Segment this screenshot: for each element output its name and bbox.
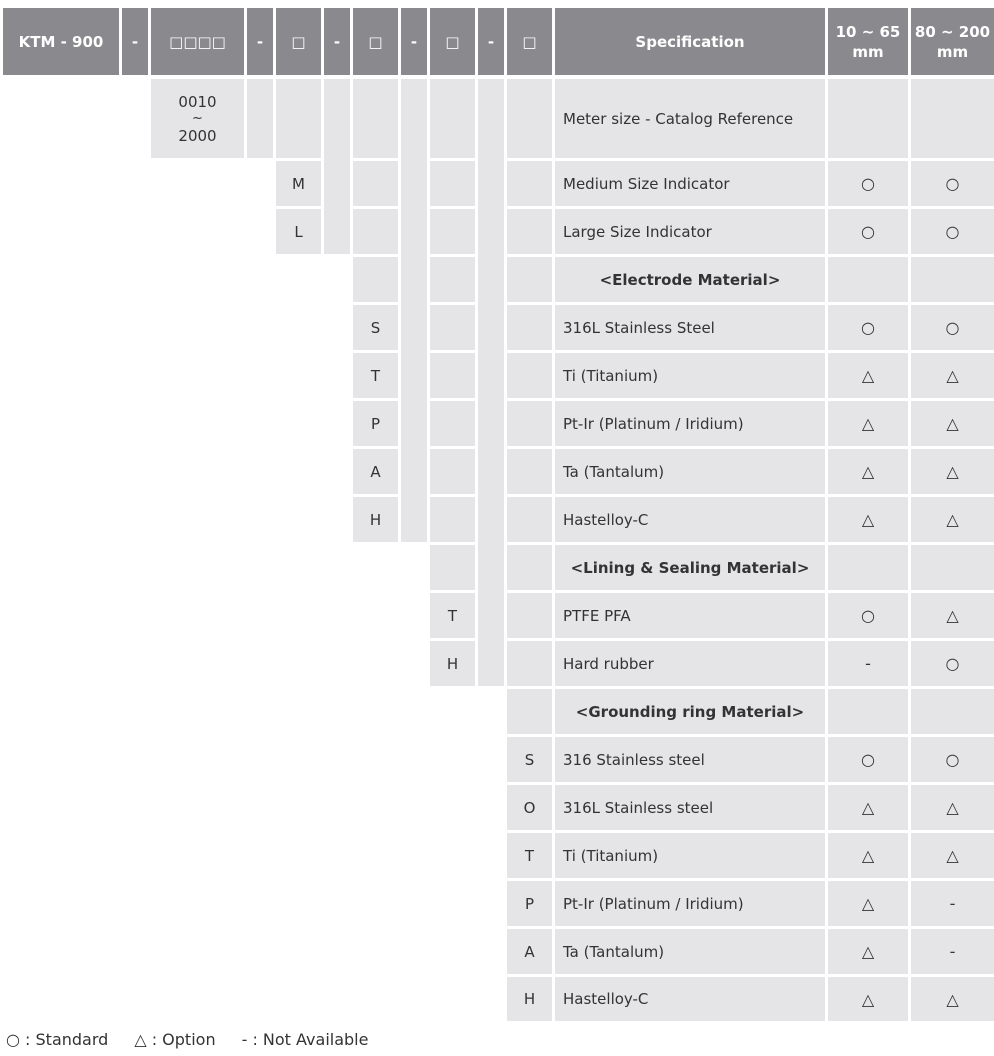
electrode-small: △ (828, 353, 908, 398)
grounding-code: P (507, 881, 552, 926)
electrode-spec: Ta (Tantalum) (555, 449, 825, 494)
legend (6, 1026, 394, 1052)
grounding-empty (507, 257, 552, 302)
sep-column-block (478, 79, 504, 686)
grounding-large: ○ (911, 737, 994, 782)
electrode-empty (353, 209, 398, 254)
section-col-small (828, 545, 908, 590)
electrode-small: ○ (828, 305, 908, 350)
grounding-large: △ (911, 833, 994, 878)
section-col-small (828, 689, 908, 734)
indicator-l-small: ○ (828, 209, 908, 254)
size-range-min: 0010 (178, 92, 217, 111)
grounding-section-title: <Grounding ring Material> (555, 689, 825, 734)
grounding-small: △ (828, 977, 908, 1021)
lining-empty (430, 497, 475, 542)
electrode-spec: Pt-Ir (Platinum / Iridium) (555, 401, 825, 446)
grounding-large: △ (911, 785, 994, 830)
electrode-small: △ (828, 449, 908, 494)
lining-large: ○ (911, 641, 994, 686)
grounding-spec: Hastelloy-C (555, 977, 825, 1021)
lining-large: △ (911, 593, 994, 638)
grounding-empty (507, 209, 552, 254)
grounding-empty (507, 353, 552, 398)
grounding-large: △ (911, 977, 994, 1021)
lining-code: T (430, 593, 475, 638)
header-electrode-box: □ (353, 8, 398, 75)
header-separator: - (401, 8, 427, 75)
header-specification: Specification (555, 8, 825, 75)
lining-empty (430, 353, 475, 398)
electrode-code: H (353, 497, 398, 542)
grounding-small: △ (828, 785, 908, 830)
electrode-large: △ (911, 449, 994, 494)
indicator-m-large: ○ (911, 161, 994, 206)
electrode-large: ○ (911, 305, 994, 350)
legend-standard: ○ : Standard (6, 1029, 109, 1049)
header-separator: - (324, 8, 350, 75)
grounding-code: A (507, 929, 552, 974)
grounding-large: - (911, 929, 994, 974)
grounding-spec: Pt-Ir (Platinum / Iridium) (555, 881, 825, 926)
lining-empty (430, 449, 475, 494)
indicator-l-large: ○ (911, 209, 994, 254)
lining-code: H (430, 641, 475, 686)
size-range-max: 2000 (178, 126, 217, 145)
header-separator: - (122, 8, 148, 75)
sep-column-block (324, 79, 350, 254)
lining-empty (430, 161, 475, 206)
size-col-large (911, 79, 994, 158)
size-spec: Meter size - Catalog Reference (555, 79, 825, 158)
indicator-spec-m: Medium Size Indicator (555, 161, 825, 206)
lining-spec: PTFE PFA (555, 593, 825, 638)
section-col-large (911, 545, 994, 590)
electrode-section-title: <Electrode Material> (555, 257, 825, 302)
indicator-m-small: ○ (828, 161, 908, 206)
electrode-small: △ (828, 497, 908, 542)
grounding-empty (507, 593, 552, 638)
electrode-spec: Ti (Titanium) (555, 353, 825, 398)
legend-not-available: - : Not Available (241, 1029, 369, 1049)
header-col-large (911, 8, 994, 75)
grounding-code: T (507, 833, 552, 878)
lining-spec: Hard rubber (555, 641, 825, 686)
grounding-empty (507, 545, 552, 590)
grounding-empty (507, 305, 552, 350)
header-model: KTM - 900 (3, 8, 119, 75)
section-col-small (828, 257, 908, 302)
lining-empty (430, 305, 475, 350)
header-col-large-range: 80 ~ 200 (914, 22, 991, 41)
lining-empty (430, 545, 475, 590)
sep-column-block (401, 79, 427, 542)
grounding-empty (507, 79, 552, 158)
grounding-code: S (507, 737, 552, 782)
electrode-code: T (353, 353, 398, 398)
size-range-tilde: ~ (192, 110, 203, 126)
lining-empty (430, 79, 475, 158)
grounding-small: △ (828, 929, 908, 974)
lining-small: ○ (828, 593, 908, 638)
electrode-empty (353, 161, 398, 206)
grounding-spec: Ta (Tantalum) (555, 929, 825, 974)
header-separator: - (247, 8, 273, 75)
grounding-code: O (507, 785, 552, 830)
grounding-spec: 316 Stainless steel (555, 737, 825, 782)
indicator-code-l: L (276, 209, 321, 254)
indicator-code-m: M (276, 161, 321, 206)
grounding-empty (507, 161, 552, 206)
section-col-large (911, 689, 994, 734)
indicator-spec-l: Large Size Indicator (555, 209, 825, 254)
header-col-small (828, 8, 908, 75)
size-range-cell (151, 79, 244, 158)
electrode-large: △ (911, 497, 994, 542)
size-col-small (828, 79, 908, 158)
grounding-code: H (507, 977, 552, 1021)
grounding-small: △ (828, 833, 908, 878)
lining-empty (430, 257, 475, 302)
header-separator: - (478, 8, 504, 75)
header-indicator-box: □ (276, 8, 321, 75)
header-lining-box: □ (430, 8, 475, 75)
header-grounding-box: □ (507, 8, 552, 75)
lining-empty (430, 401, 475, 446)
lining-small: - (828, 641, 908, 686)
lining-section-title: <Lining & Sealing Material> (555, 545, 825, 590)
electrode-spec: 316L Stainless Steel (555, 305, 825, 350)
grounding-empty (507, 497, 552, 542)
header-col-large-unit: mm (936, 42, 969, 61)
header-size-code: □□□□ (151, 8, 244, 75)
grounding-large: - (911, 881, 994, 926)
grounding-spec: Ti (Titanium) (555, 833, 825, 878)
grounding-spec: 316L Stainless steel (555, 785, 825, 830)
grounding-empty (507, 689, 552, 734)
header-col-small-unit: mm (852, 42, 884, 61)
grounding-small: △ (828, 881, 908, 926)
electrode-spec: Hastelloy-C (555, 497, 825, 542)
electrode-empty (353, 79, 398, 158)
section-col-large (911, 257, 994, 302)
grounding-empty (507, 401, 552, 446)
grounding-small: ○ (828, 737, 908, 782)
electrode-small: △ (828, 401, 908, 446)
electrode-large: △ (911, 401, 994, 446)
lining-empty (430, 209, 475, 254)
legend-option: △ : Option (134, 1029, 216, 1049)
grounding-empty (507, 449, 552, 494)
grounding-empty (507, 641, 552, 686)
electrode-code: S (353, 305, 398, 350)
sep-column-block (247, 79, 273, 158)
electrode-code: A (353, 449, 398, 494)
header-col-small-range: 10 ~ 65 (835, 22, 901, 41)
electrode-large: △ (911, 353, 994, 398)
electrode-empty (353, 257, 398, 302)
indicator-empty (276, 79, 321, 158)
electrode-code: P (353, 401, 398, 446)
